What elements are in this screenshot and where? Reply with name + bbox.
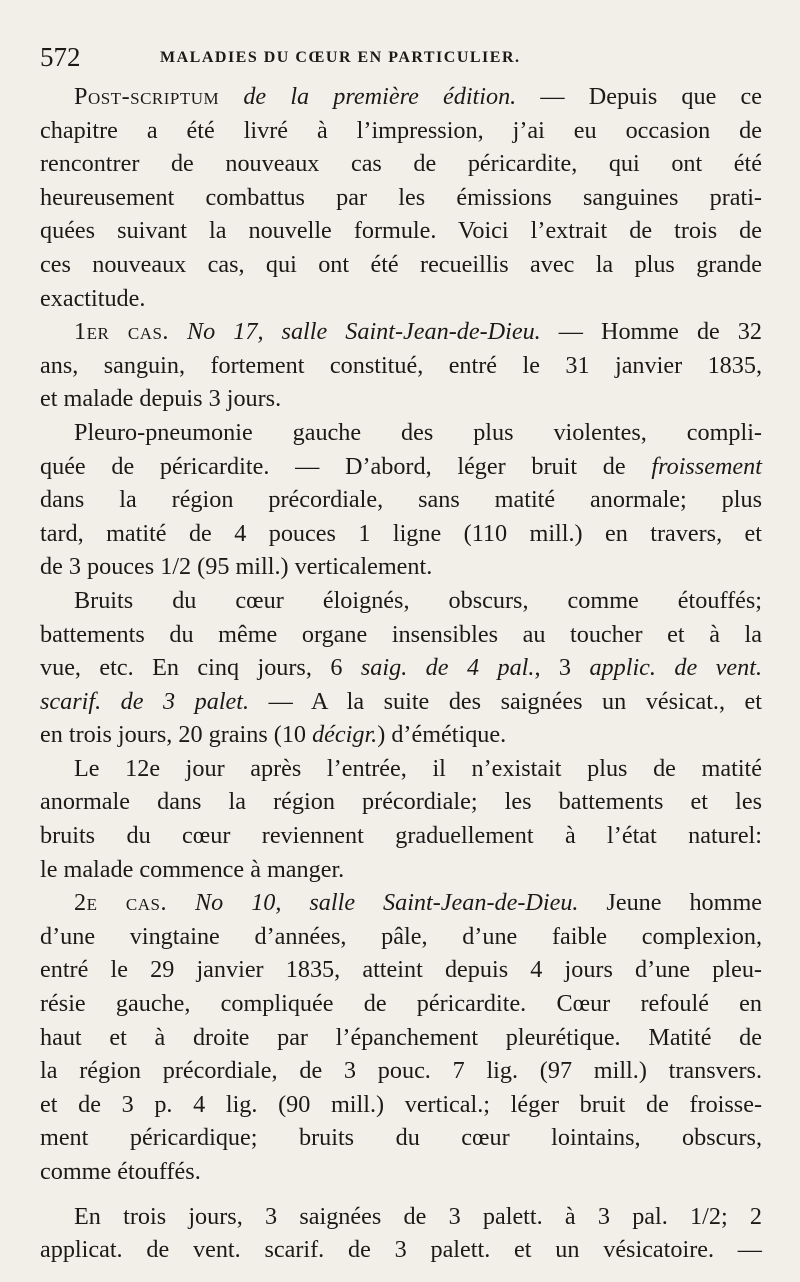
italic-term: scarif. de 3 palet. xyxy=(40,687,250,715)
text-line: battements du même organe insensibles au toucher et à la xyxy=(40,620,762,648)
text-line: haut et à droite par l’épanchement pleurétique. Matité de xyxy=(40,1023,762,1051)
text-line: la région précordiale, de 3 pouc. 7 lig. (97 mill.) transvers. xyxy=(40,1057,762,1085)
text-line: comme étouffés. xyxy=(40,1158,201,1185)
paragraph-postscript xyxy=(40,80,762,315)
text-span: — A la suite des saignées un vésicat., et xyxy=(249,687,762,715)
text-line: ment péricardique; bruits du cœur lointains, obscurs, xyxy=(40,1124,762,1152)
paragraph-case-1 xyxy=(40,315,762,416)
case-location: salle Saint-Jean-de-Dieu. xyxy=(309,889,579,917)
body-text xyxy=(40,80,762,1267)
postscript-subtitle: de la première édition. xyxy=(219,83,517,110)
text-line xyxy=(40,718,762,752)
text-line xyxy=(40,651,762,685)
paragraph-case-1-outcome xyxy=(40,752,762,886)
text-line: quées suivant la nouvelle formule. Voici l’extrait de trois de xyxy=(40,217,762,245)
italic-term: décigr. xyxy=(312,721,378,749)
postscript-heading: Post-scriptum xyxy=(74,83,220,110)
text-line: Pleuro-pneumonie gauche des plus violentes, compli- xyxy=(74,418,762,446)
text-line: d’une vingtaine d’années, pâle, d’une faible complexion, xyxy=(40,922,762,950)
italic-term: froissement xyxy=(651,452,762,480)
text-line: chapitre a été livré à l’impression, j’ai eu occasion de xyxy=(40,116,762,144)
text-line: applicat. de vent. scarif. de 3 palett. et un vésicatoire. — xyxy=(40,1236,762,1264)
text-line: En trois jours, 3 saignées de 3 palett. à 3 pal. 1/2; 2 xyxy=(74,1202,762,1230)
paragraph-case-1-symptoms xyxy=(40,416,762,584)
paragraph-case-2-treatment xyxy=(40,1200,762,1267)
text-span: vue, etc. En cinq jours, 6 xyxy=(40,654,361,682)
text-span: Jeune homme xyxy=(578,889,762,917)
text-line: tard, matité de 4 pouces 1 ligne (110 mill.) en travers, et xyxy=(40,519,762,547)
text-line xyxy=(40,315,762,349)
text-line xyxy=(40,450,762,484)
page-header xyxy=(40,40,760,80)
text-line: entré le 29 janvier 1835, atteint depuis 4 jours d’une pleu- xyxy=(40,956,762,984)
text-line: dans la région précordiale, sans matité anormale; plus xyxy=(40,486,762,514)
paragraph-case-2 xyxy=(40,886,762,1188)
case-label: 1er cas. xyxy=(74,318,169,346)
text-line: résie gauche, compliquée de péricardite. Cœur refoulé en xyxy=(40,990,762,1018)
text-line: le malade commence à manger. xyxy=(40,855,345,883)
text-line: Bruits du cœur éloignés, obscurs, comme étouffés; xyxy=(74,586,762,614)
paragraph-gap xyxy=(40,1189,762,1200)
italic-term: saig. de 4 pal. xyxy=(360,654,535,682)
text-span: , 3 xyxy=(534,654,590,682)
page-number: 572 xyxy=(40,42,81,72)
text-line: bruits du cœur reviennent graduellement à l’état naturel: xyxy=(40,822,762,850)
text-span: en trois jours, 20 grains (10 xyxy=(40,721,313,749)
text-line: et malade depuis 3 jours. xyxy=(40,385,282,413)
text-line: Le 12e jour après l’entrée, il n’existait plus de matité xyxy=(74,754,762,782)
text-line: exactitude. xyxy=(40,284,146,312)
text-line xyxy=(40,886,762,920)
paragraph-case-1-treatment xyxy=(40,584,762,752)
text-line xyxy=(40,80,762,114)
text-span: — Depuis que ce xyxy=(516,83,762,110)
case-location: No 17, salle Saint-Jean-de-Dieu. xyxy=(168,318,541,346)
text-line xyxy=(40,685,762,719)
text-line: ans, sanguin, fortement constitué, entré le 31 janvier 1835, xyxy=(40,351,762,379)
text-span: ) d’émétique. xyxy=(377,721,507,749)
text-line: de 3 pouces 1/2 (95 mill.) verticalement. xyxy=(40,553,433,581)
text-line: ces nouveaux cas, qui ont été recueillis avec la plus grande xyxy=(40,250,762,278)
text-span: — Homme de 32 xyxy=(540,318,762,346)
text-span: quée de péricardite. — D’abord, léger bruit de xyxy=(40,452,652,480)
text-line: rencontrer de nouveaux cas de péricardite, qui ont été xyxy=(40,150,762,178)
text-line: heureusement combattus par les émissions sanguines prati- xyxy=(40,183,762,211)
case-label: 2e cas. xyxy=(74,889,168,917)
italic-term: applic. de vent. xyxy=(589,654,762,682)
case-number: No 10, xyxy=(167,889,310,917)
text-line: et de 3 p. 4 lig. (90 mill.) vertical.; léger bruit de froisse- xyxy=(40,1090,762,1118)
text-line: anormale dans la région précordiale; les battements et les xyxy=(40,788,762,816)
running-title: MALADIES DU CŒUR EN PARTICULIER. xyxy=(160,49,521,66)
